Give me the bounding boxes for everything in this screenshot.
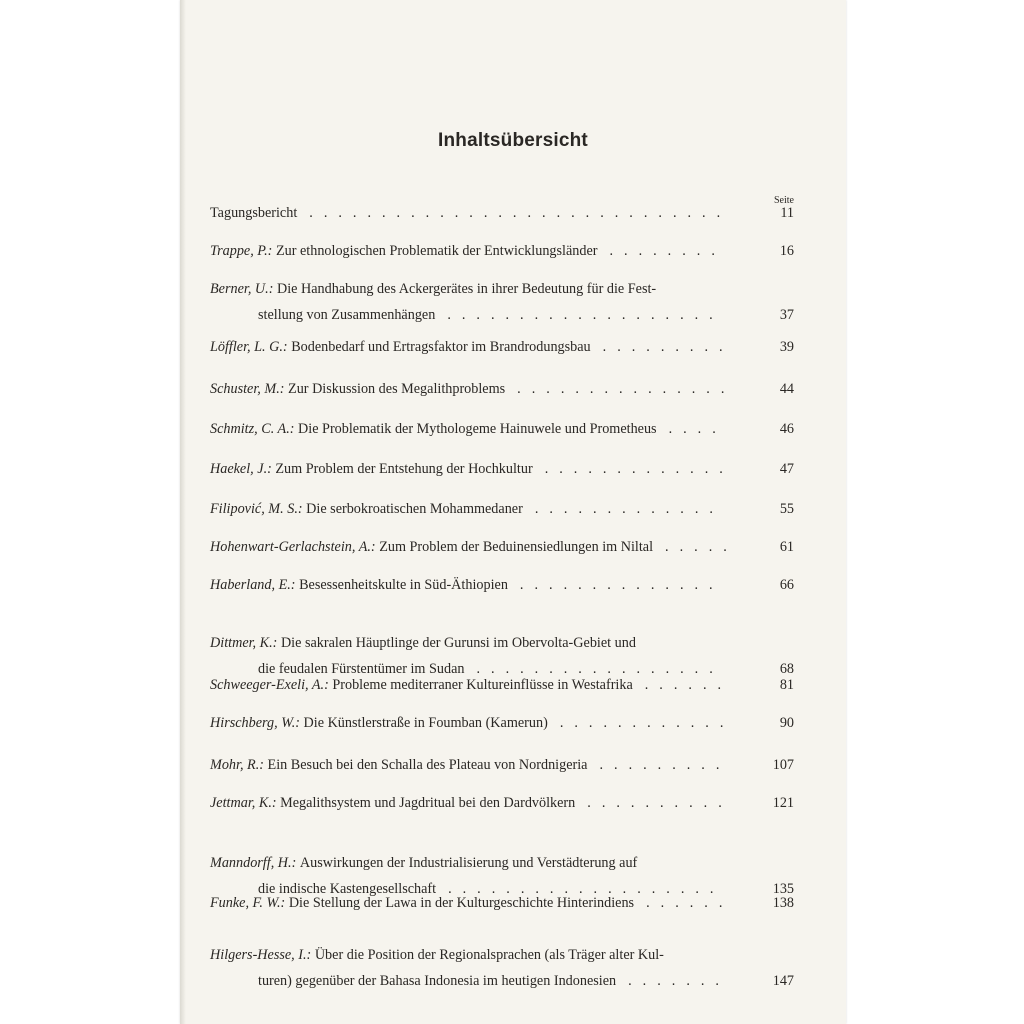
toc-entry-line bbox=[210, 200, 794, 226]
toc-author: Jettmar, K.: bbox=[210, 795, 281, 811]
toc-leader-dots: ........ bbox=[609, 243, 726, 259]
toc-title: Tagungsbericht bbox=[210, 205, 298, 221]
toc-page-number: 37 bbox=[779, 307, 794, 323]
toc-page-number: 135 bbox=[772, 881, 794, 897]
toc-entry bbox=[210, 790, 794, 816]
toc-leader-dots: ............. bbox=[534, 501, 724, 517]
toc-title: stellung von Zusammenhängen bbox=[258, 307, 436, 323]
toc-entry-line bbox=[210, 238, 794, 264]
toc-entry bbox=[210, 200, 794, 226]
toc-page-number: 90 bbox=[779, 715, 794, 731]
toc-author: Filipović, M. S.: bbox=[210, 501, 307, 517]
toc-page-number: 44 bbox=[779, 381, 794, 397]
toc-page-number: 121 bbox=[772, 795, 794, 811]
toc-title: Die Stellung der Lawa in der Kulturgeschichte Hinterindiens bbox=[288, 895, 635, 911]
toc-entry-line bbox=[210, 496, 794, 522]
toc-page-number: 147 bbox=[772, 973, 794, 989]
toc-entry-line bbox=[210, 334, 794, 360]
toc-author: Schweeger-Exeli, A.: bbox=[210, 677, 333, 693]
toc-title: Zum Problem der Beduinensiedlungen im Niltal bbox=[379, 539, 654, 555]
toc-leader-dots: .............. bbox=[519, 577, 724, 593]
toc-title: Die Handhabung des Ackergerätes in ihrer Bedeutung für die Fest- bbox=[276, 281, 657, 297]
toc-entry bbox=[210, 496, 794, 522]
toc-title: Die sakralen Häuptlinge der Gurunsi im Obervolta-Gebiet und bbox=[280, 635, 636, 651]
toc-title: Die Problematik der Mythologeme Hainuwele und Prometheus bbox=[298, 421, 657, 437]
toc-title: die feudalen Fürstentümer im Sudan bbox=[258, 661, 465, 677]
toc-author: Mohr, R.: bbox=[210, 757, 268, 773]
toc-author: Haberland, E.: bbox=[210, 577, 300, 593]
toc-author: Trappe, P.: bbox=[210, 243, 276, 259]
toc-page-number: 55 bbox=[779, 501, 794, 517]
toc-leader-dots: .......... bbox=[587, 795, 733, 811]
toc-entry-line bbox=[210, 456, 794, 482]
toc-leader-dots: ............... bbox=[517, 381, 736, 397]
page-gutter-shadow bbox=[180, 0, 186, 1024]
toc-page-number: 66 bbox=[779, 577, 794, 593]
toc-page-number: 47 bbox=[779, 461, 794, 477]
toc-leader-dots: ...... bbox=[644, 677, 733, 693]
toc-page-number: 61 bbox=[779, 539, 794, 555]
toc-author: Löffler, L. G.: bbox=[210, 339, 292, 355]
toc-entry-line bbox=[210, 672, 794, 698]
toc-title: Auswirkungen der Industrialisierung und Verstädterung auf bbox=[299, 855, 638, 871]
toc-entry bbox=[210, 572, 794, 598]
toc-entry bbox=[210, 942, 794, 994]
toc-page-number: 11 bbox=[780, 205, 794, 221]
toc-entry-line bbox=[210, 890, 794, 916]
document-page bbox=[180, 0, 846, 1024]
toc-author: Schuster, M.: bbox=[210, 381, 289, 397]
toc-page-number: 138 bbox=[772, 895, 794, 911]
toc-author: Dittmer, K.: bbox=[210, 635, 281, 651]
toc-page-number: 107 bbox=[772, 757, 794, 773]
toc-leader-dots: ...... bbox=[646, 895, 734, 911]
toc-entry bbox=[210, 710, 794, 736]
toc-entry bbox=[210, 238, 794, 264]
toc-entry bbox=[210, 890, 794, 916]
toc-leader-dots: ................... bbox=[447, 307, 724, 323]
toc-title: Bodenbedarf und Ertragsfaktor im Brandrodungsbau bbox=[291, 339, 591, 355]
toc-title: Die serbokroatischen Mohammedaner bbox=[306, 501, 523, 517]
toc-leader-dots: ............................. bbox=[309, 205, 732, 221]
toc-entry-line bbox=[210, 752, 794, 778]
toc-leader-dots: ......... bbox=[602, 339, 734, 355]
toc-entry-line bbox=[210, 416, 794, 442]
toc-entry-line bbox=[210, 376, 794, 402]
toc-page-number: 16 bbox=[779, 243, 794, 259]
toc-leader-dots: ..... bbox=[665, 539, 738, 555]
toc-title: Probleme mediterraner Kultureinflüsse in Westafrika bbox=[332, 677, 633, 693]
toc-title: die indische Kastengesellschaft bbox=[258, 881, 437, 897]
toc-entry-line bbox=[210, 850, 794, 876]
toc-page-number: 81 bbox=[779, 677, 794, 693]
toc-entry bbox=[210, 276, 794, 328]
page-title: Inhaltsübersicht bbox=[438, 130, 588, 151]
toc-title: Besessenheitskulte in Süd-Äthiopien bbox=[299, 577, 508, 593]
toc-entry-continuation bbox=[210, 302, 794, 328]
toc-page-number: 39 bbox=[779, 339, 794, 355]
toc-author: Hilgers-Hesse, I.: bbox=[210, 947, 315, 963]
toc-author: Manndorff, H.: bbox=[210, 855, 300, 871]
toc-title: turen) gegenüber der Bahasa Indonesia im heutigen Indonesien bbox=[258, 973, 617, 989]
toc-author: Funke, F. W.: bbox=[210, 895, 289, 911]
toc-title: Ein Besuch bei den Schalla des Plateau von Nordnigeria bbox=[267, 757, 588, 773]
toc-entry-line bbox=[210, 710, 794, 736]
toc-entry bbox=[210, 672, 794, 698]
toc-author: Hirschberg, W.: bbox=[210, 715, 304, 731]
toc-title: Die Künstlerstraße in Foumban (Kamerun) bbox=[303, 715, 548, 731]
toc-entry-line bbox=[210, 790, 794, 816]
toc-author: Hohenwart-Gerlachstein, A.: bbox=[210, 539, 380, 555]
toc-page-number: 46 bbox=[779, 421, 794, 437]
toc-entry bbox=[210, 376, 794, 402]
toc-title: Megalithsystem und Jagdritual bei den Dardvölkern bbox=[280, 795, 576, 811]
toc-author: Schmitz, C. A.: bbox=[210, 421, 299, 437]
toc-entry-line bbox=[210, 534, 794, 560]
toc-author: Haekel, J.: bbox=[210, 461, 276, 477]
toc-leader-dots: ....... bbox=[628, 973, 730, 989]
toc-entry bbox=[210, 752, 794, 778]
toc-title: Zur Diskussion des Megalithproblems bbox=[288, 381, 506, 397]
toc-leader-dots: .... bbox=[668, 421, 727, 437]
toc-entry-line bbox=[210, 630, 794, 656]
toc-entry-line bbox=[210, 276, 794, 302]
toc-leader-dots: ............. bbox=[544, 461, 734, 477]
toc-title: Über die Position der Regionalsprachen (als Träger alter Kul- bbox=[314, 947, 664, 963]
toc-leader-dots: ............ bbox=[559, 715, 735, 731]
page-column-label: Seite bbox=[774, 195, 794, 206]
toc-entry-line bbox=[210, 942, 794, 968]
toc-page-number: 68 bbox=[779, 661, 794, 677]
toc-entry bbox=[210, 534, 794, 560]
toc-entry bbox=[210, 416, 794, 442]
toc-leader-dots: ................... bbox=[448, 881, 725, 897]
toc-author: Berner, U.: bbox=[210, 281, 277, 297]
toc-entry bbox=[210, 334, 794, 360]
toc-title: Zur ethnologischen Problematik der Entwicklungsländer bbox=[275, 243, 598, 259]
toc-title: Zum Problem der Entstehung der Hochkultur bbox=[275, 461, 533, 477]
toc-leader-dots: ......... bbox=[599, 757, 731, 773]
toc-entry bbox=[210, 456, 794, 482]
toc-entry-continuation bbox=[210, 968, 794, 994]
toc-entry-line bbox=[210, 572, 794, 598]
toc-leader-dots: ................. bbox=[476, 661, 724, 677]
